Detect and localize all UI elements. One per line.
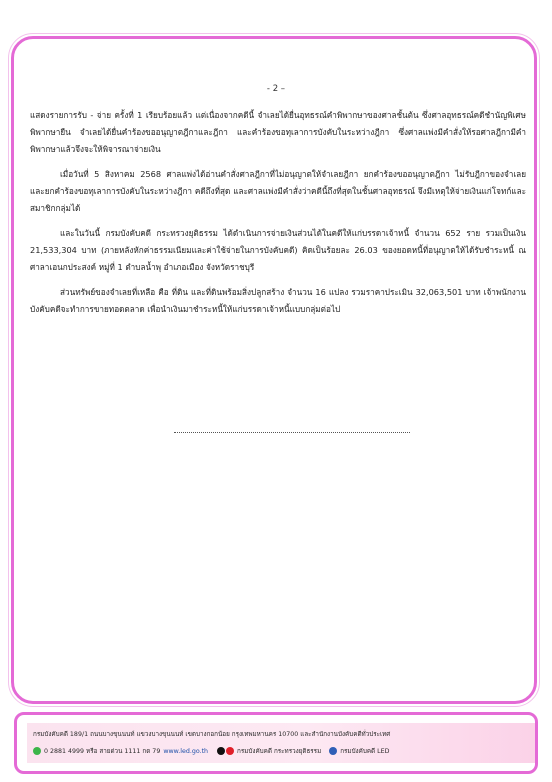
dotted-divider: [174, 432, 410, 433]
footer: [14, 712, 538, 774]
footer-website-link[interactable]: www.led.go.th: [163, 747, 209, 755]
footer-band: [27, 723, 535, 763]
youtube-icon[interactable]: [226, 747, 234, 755]
page-number: - 2 –: [266, 84, 286, 94]
footer-facebook-name: กรมบังคับคดี LED: [340, 748, 390, 755]
footer-social-name: กรมบังคับคดี กระทรวงยุติธรรม: [237, 748, 322, 755]
footer-address: กรมบังคับคดี 189/1 ถนนบางขุนนนท์ แขวงบางขุนนนท์ เขตบางกอกน้อย กรุงเทพมหานคร 10700 และสำนักงานบังคับคดีทั่วประเทศ: [33, 731, 391, 738]
paragraph-2: เมื่อวันที่ 5 สิงหาคม 2568 ศาลแพ่งได้อ่านคำสั่งศาลฎีกาที่ไม่อนุญาตให้จำเลยฎีกา ยกคำร้องขออนุญาตฎีกา ไม่รับฎีกาของจำเลย และยกคำร้องขอทุเลาการบังคับในระหว่างฎีกา คดีถึงที่สุด และศาลแพ่งมีคำสั่งว่าคดีนี้ถึงที่สุดในชั้นศาลอุทธรณ์ จึงมีเหตุให้จ่ายเงินแก่โจทก์และสมาชิกกลุ่มได้: [30, 169, 526, 213]
footer-contact: [33, 746, 389, 756]
phone-icon: [33, 747, 41, 755]
footer-phone: 0 2881 4999 หรือ สายด่วน 1111 กด 79: [44, 748, 161, 755]
x-icon[interactable]: [217, 747, 225, 755]
paragraph-4: ส่วนทรัพย์ของจำเลยที่เหลือ คือ ที่ดิน และที่ดินพร้อมสิ่งปลูกสร้าง จำนวน 16 แปลง รวมราคาประเมิน 32,063,501 บาท เจ้าพนักงานบังคับคดีจะทำการขายทอดตลาด เพื่อนำเงินมาชำระหนี้ให้แก่บรรดาเจ้าหนี้แบบกลุ่มต่อไป: [30, 287, 526, 314]
body-text: [30, 107, 526, 326]
paragraph-1: แสดงรายการรับ - จ่าย ครั้งที่ 1 เรียบร้อยแล้ว แต่เนื่องจากคดีนี้ จำเลยได้ยื่นอุทธรณ์คำพิพากษาของศาลชั้นต้น ซึ่งศาลอุทธรณ์คดีชำนัญพิเศษพิพากษายืน จำเลยได้ยื่นคำร้องขออนุญาตฎีกาและฎีกา และคำร้องขอทุเลาการบังคับในระหว่างฎีกา ซึ่งศาลแพ่งมีคำสั่งให้รอศาลฎีกามีคำพิพากษาแล้วจึงจะให้พิจารณาจ่ายเงิน: [30, 110, 526, 154]
facebook-icon[interactable]: [329, 747, 337, 755]
paragraph-3: และในวันนี้ กรมบังคับคดี กระทรวงยุติธรรม ได้ดำเนินการจ่ายเงินส่วนได้ในคดีให้แก่บรรดาเจ้าหนี้ จำนวน 652 ราย รวมเป็นเงิน 21,533,304 บาท (ภายหลังหักค่าธรรมเนียมและค่าใช้จ่ายในการบังคับคดี) คิดเป็นร้อยละ 26.03 ของยอดหนี้ที่อนุญาตให้ได้รับชำระหนี้ ณ ศาลาเอนกประสงค์ หมู่ที่ 1 ตำบลน้ำพุ อำเภอเมือง จังหวัดราชบุรี: [30, 228, 526, 272]
